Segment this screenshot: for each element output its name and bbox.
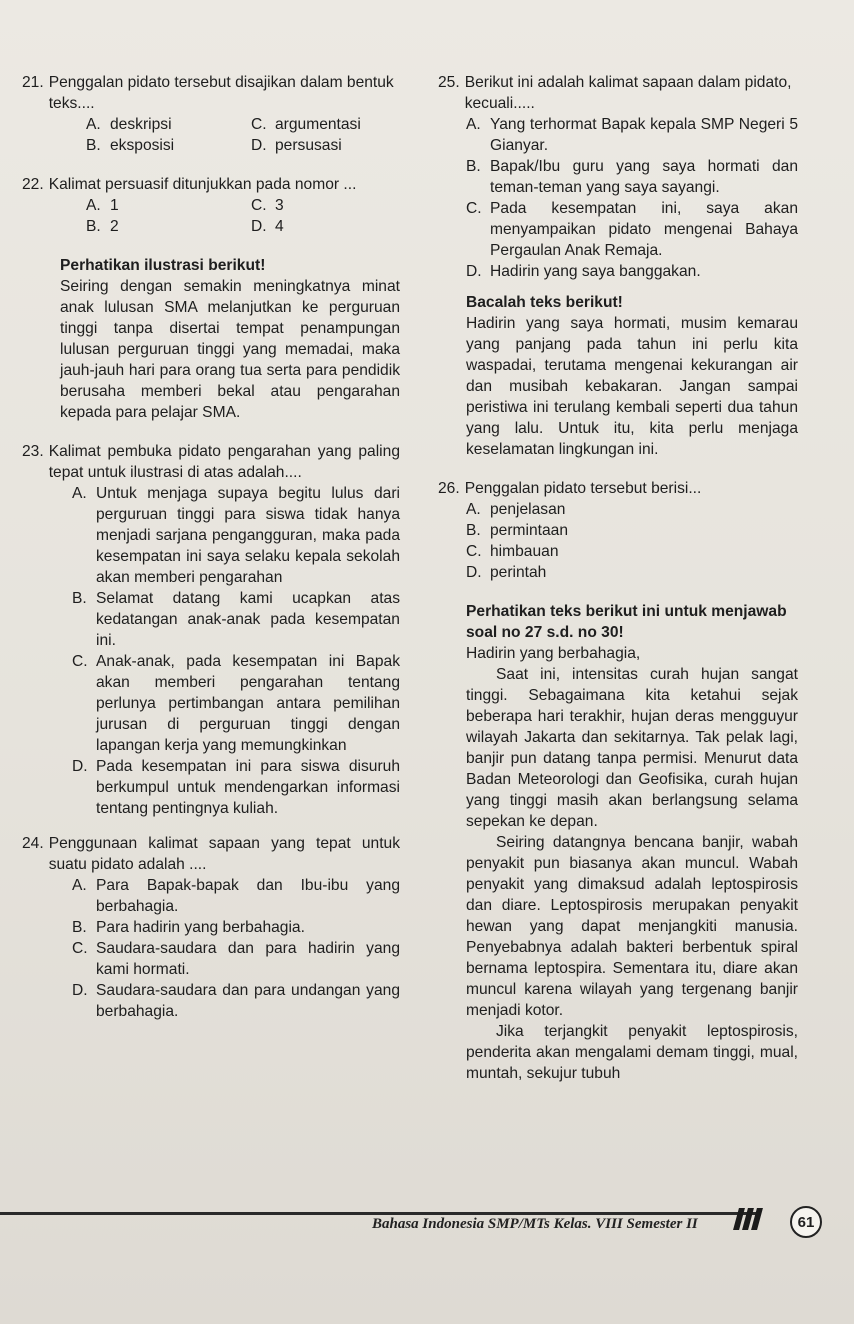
question-number: 25. <box>438 74 460 91</box>
option-b[interactable]: B. Selamat datang kami ucapkan atas kedatangan anak-anak pada kesempatan ini. <box>72 590 400 649</box>
question-26 <box>438 478 798 583</box>
reading-heading: Perhatikan teks berikut ini untuk menjawab soal no 27 s.d. no 30! <box>466 603 787 641</box>
options <box>22 195 400 237</box>
option-a[interactable]: A. Untuk menjaga supaya begitu lulus dari perguruan tinggi para siswa tidak hanya menjadi sarjana pengangguran, maka pada kesempatan ini saya selaku kepala sekolah akan memberi pengarahan <box>72 485 400 586</box>
reading-heading: Bacalah teks berikut! <box>466 294 623 311</box>
option-c[interactable]: C. himbauan <box>466 543 559 560</box>
option-a[interactable]: A. penjelasan <box>466 501 566 518</box>
options <box>22 483 400 819</box>
option-d[interactable]: D. Hadirin yang saya banggakan. <box>466 263 701 280</box>
reading-paragraph-2: Seiring datangnya bencana banjir, wabah penyakit pun biasanya akan muncul. Wabah penyakit yang dimaksud adalah leptospirosis dan diare. Leptospirosis merupakan penyakit hewan yang dapat menjangkiti manusia. Penyebabnya adalah bakteri berbentuk spiral bernama leptospira. Sementara itu, diare akan muncul karena wilayah yang tergenang banjir menjadi kotor. <box>466 834 798 1019</box>
reading-text: Hadirin yang saya hormati, musim kemarau yang panjang pada tahun ini perlu kita waspadai, terutama mengenai kekurangan air dan musibah kebakaran. Jangan sampai peristiwa ini terulang kembali seperti dua tahun yang lalu. Untuk itu, kita perlu menjaga keselamatan lingkungan ini. <box>466 315 798 458</box>
question-stem: Kalimat pembuka pidato pengarahan yang paling tepat untuk ilustrasi di atas adalah.... <box>48 443 400 481</box>
question-24 <box>22 833 400 1022</box>
left-column <box>22 72 400 1022</box>
options <box>22 875 400 1022</box>
option-a[interactable]: A. deskripsi <box>86 116 172 133</box>
question-number: 22. <box>22 176 44 193</box>
option-a[interactable]: A. Yang terhormat Bapak kepala SMP Negeri 5 Gianyar. <box>466 116 798 154</box>
reading-text-b <box>438 292 798 460</box>
option-d[interactable]: D. persusasi <box>251 137 342 154</box>
option-d[interactable]: D. 4 <box>251 218 284 235</box>
question-22 <box>22 174 400 237</box>
illustration-text: Seiring dengan semakin meningkatnya minat anak lulusan SMA melanjutkan ke perguruan tinggi tanpa disertai tempat penampungan lulusan perguruan tinggi yang memadai, maka jauh-jauh hari para orang tua serta para pendidik berusaha memberi bekal atau pengarahan kepada para pelajar SMA. <box>60 278 400 421</box>
option-b[interactable]: B. Bapak/Ibu guru yang saya hormati dan teman-teman yang saya sayangi. <box>466 158 798 196</box>
question-25 <box>438 72 798 282</box>
question-number: 26. <box>438 480 460 497</box>
right-column <box>438 72 798 1084</box>
option-d[interactable]: D. perintah <box>466 564 547 581</box>
option-c[interactable]: C. Pada kesempatan ini, saya akan menyampaikan pidato mengenai Bahaya Pergaulan Anak Remaja. <box>466 200 798 259</box>
option-c[interactable]: C. Saudara-saudara dan para hadirin yang kami hormati. <box>72 940 400 978</box>
reading-greeting: Hadirin yang berbahagia, <box>466 645 641 662</box>
options <box>438 499 798 583</box>
question-number: 24. <box>22 835 44 852</box>
illustration-heading: Perhatikan ilustrasi berikut! <box>60 257 266 274</box>
reading-paragraph-1: Saat ini, intensitas curah hujan sangat tinggi. Sebagaimana kita ketahui sejak beberapa hari terakhir, hujan deras mengguyur wilayah Jakarta dan sekitarnya. Tak pelak lagi, banjir pun datang tanpa permisi. Menurut data Badan Meteorologi dan Geofisika, curah hujan yang tinggi masih akan berlangsung selama sepekan ke depan. <box>466 666 798 830</box>
option-c[interactable]: C. argumentasi <box>251 116 361 133</box>
option-b[interactable]: B. 2 <box>86 218 119 235</box>
option-a[interactable]: A. 1 <box>86 197 119 214</box>
reading-text-c <box>438 601 798 1084</box>
footer-rule <box>0 1212 760 1215</box>
option-c[interactable]: C. 3 <box>251 197 284 214</box>
question-number: 23. <box>22 443 44 460</box>
reading-paragraph-3: Jika terjangkit penyakit leptospirosis, penderita akan mengalami demam tinggi, mual, muntah, sekujur tubuh <box>466 1023 798 1082</box>
question-stem: Penggalan pidato tersebut disajikan dalam bentuk teks.... <box>48 74 394 112</box>
question-stem: Kalimat persuasif ditunjukkan pada nomor ... <box>48 176 357 193</box>
footer-bars-icon <box>734 1208 766 1232</box>
option-b[interactable]: B. eksposisi <box>86 137 175 154</box>
option-c[interactable]: C. Anak-anak, pada kesempatan ini Bapak akan memberi pengarahan tentang perlunya pertimbangan antara pemilihan jurusan di perguruan tinggi dengan lapangan kerja yang memungkinkan <box>72 653 400 754</box>
question-23 <box>22 441 400 819</box>
options <box>22 114 400 156</box>
question-number: 21. <box>22 74 44 91</box>
option-a[interactable]: A. Para Bapak-bapak dan Ibu-ibu yang berbahagia. <box>72 877 400 915</box>
question-stem: Penggunaan kalimat sapaan yang tepat untuk suatu pidato adalah .... <box>48 835 400 873</box>
page-number: 61 <box>790 1206 822 1238</box>
option-d[interactable]: D. Saudara-saudara dan para undangan yang berbahagia. <box>72 982 400 1020</box>
question-stem: Berikut ini adalah kalimat sapaan dalam pidato, kecuali..... <box>464 74 792 112</box>
question-stem: Penggalan pidato tersebut berisi... <box>464 480 702 497</box>
option-b[interactable]: B. permintaan <box>466 522 569 539</box>
question-21 <box>22 72 400 156</box>
option-b[interactable]: B. Para hadirin yang berbahagia. <box>72 919 305 936</box>
illustration-block <box>22 255 400 423</box>
options <box>438 114 798 282</box>
footer-book-title: Bahasa Indonesia SMP/MTs Kelas. VIII Semester II <box>372 1216 698 1232</box>
option-d[interactable]: D. Pada kesempatan ini para siswa disuruh berkumpul untuk mendengarkan informasi tentang pentingnya kuliah. <box>72 758 400 817</box>
